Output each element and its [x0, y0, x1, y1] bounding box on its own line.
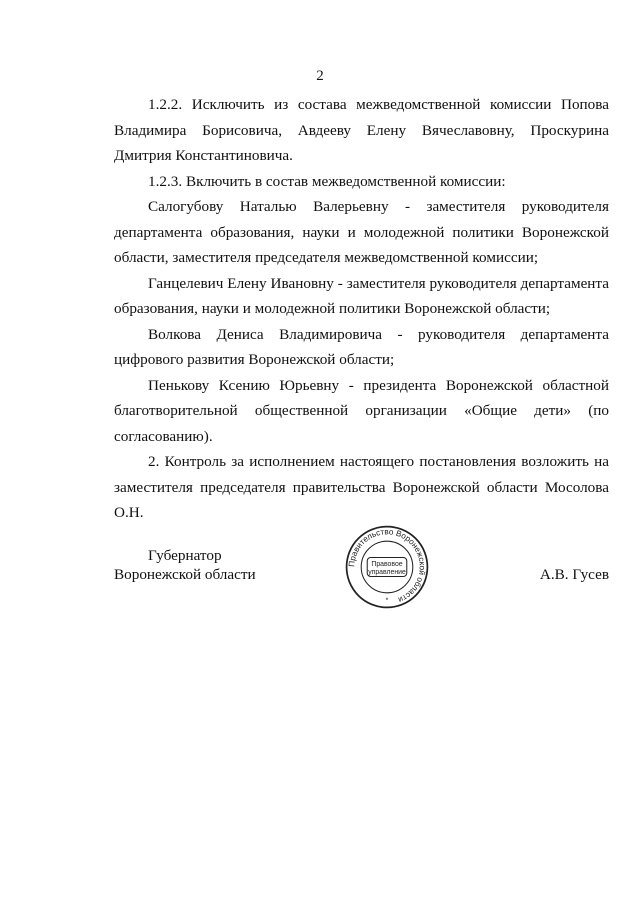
paragraph-member-gantselevich: Ганцелевич Елену Ивановну - заместителя руководителя департамента образования, науки и молодежной политики Воронежской области;	[114, 274, 609, 317]
signer-position-line2: Воронежской области	[114, 566, 256, 583]
paragraph-exclude: 1.2.2. Исключить из состава межведомственной комиссии Попова Владимира Борисовича, Авдееву Елену Вячеславовну, Проскурина Дмитрия Константиновича.	[114, 96, 609, 164]
stamp-inner-line2: управление	[368, 568, 406, 576]
paragraph-include-heading: 1.2.3. Включить в состав межведомственной комиссии:	[148, 172, 506, 190]
paragraph-member-volkov: Волкова Дениса Владимировича - руководителя департамента цифрового развития Воронежской области;	[114, 325, 609, 368]
paragraph-member-penkova: Пенькову Ксению Юрьевну - президента Воронежской областной благотворительной общественной организации «Общие дети» (по согласованию).	[114, 376, 609, 445]
official-stamp	[344, 524, 430, 610]
stamp-seal-graphic	[344, 524, 430, 610]
document-body	[114, 92, 609, 526]
paragraph-control: 2. Контроль за исполнением настоящего постановления возложить на заместителя председателя правительства Воронежской области Мосолова О.Н.	[114, 453, 609, 521]
stamp-inner-line1: Правовое	[371, 561, 403, 569]
page-number: 2	[316, 68, 324, 84]
signature-block	[114, 527, 609, 666]
stamp-star-icon: *	[385, 597, 389, 605]
signer-position-line1: Губернатор	[148, 547, 222, 564]
signer-name: А.В. Гусев	[539, 566, 609, 583]
paragraph-member-salogubova: Салогубову Наталью Валерьевну - заместителя руководителя департамента образования, науки и молодежной политики Воронежской области, заместителя председателя межведомственной комиссии;	[114, 198, 609, 266]
stamp-outer-text: Правительство Воронежской области	[347, 527, 427, 605]
